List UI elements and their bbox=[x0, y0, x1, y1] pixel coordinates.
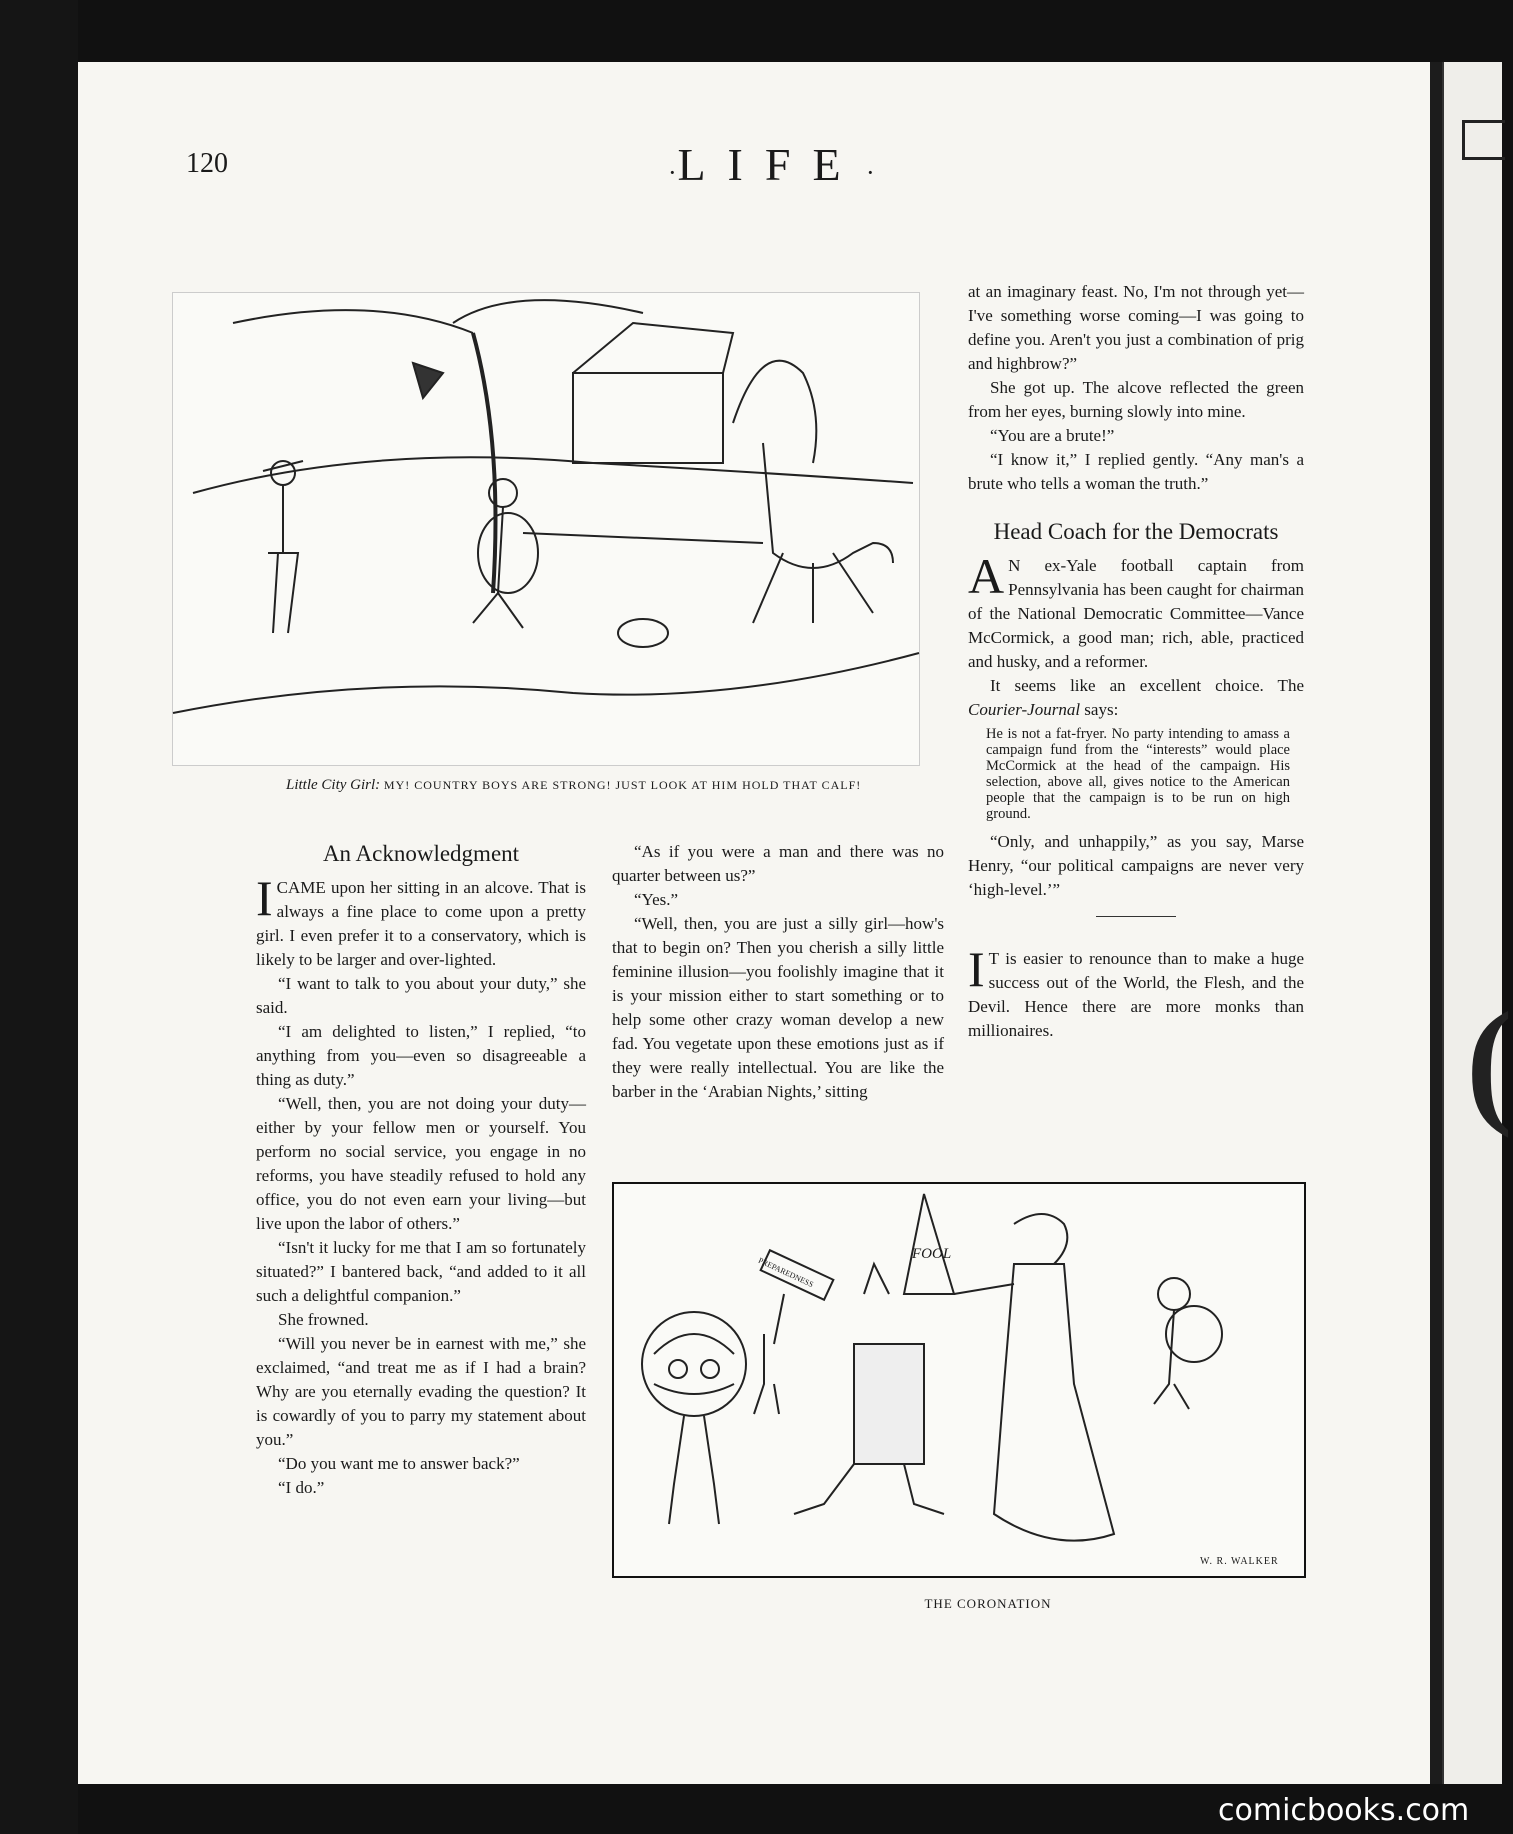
top-cartoon-caption bbox=[286, 772, 926, 798]
paragraph: “Only, and unhappily,” as you say, Marse Henry, “our political campaigns are never very ‘high-level.’” bbox=[968, 832, 1304, 899]
masthead-dot-right: · bbox=[866, 158, 875, 187]
drop-cap: I bbox=[256, 870, 273, 926]
caption-dialogue: MY! COUNTRY BOYS ARE STRONG! JUST LOOK AT HIM HOLD THAT CALF! bbox=[383, 778, 862, 792]
column-one bbox=[256, 842, 586, 1500]
drop-cap: I bbox=[968, 941, 985, 997]
block-quote: He is not a fat-fryer. No party intending to amass a campaign fund from the “interests” would place McCormick at the head of the campaign. His selection, above all, gives notice to the American people that the campaign is to be run on high ground. bbox=[986, 726, 1290, 822]
newspaper-name: Courier-Journal bbox=[968, 700, 1081, 719]
paragraph: “I do.” bbox=[278, 1478, 325, 1497]
article-title-acknowledgment: An Acknowledgment bbox=[322, 841, 520, 866]
paragraph: “Yes.” bbox=[634, 890, 679, 909]
next-page-fragment bbox=[1462, 120, 1505, 160]
paragraph-text: says: bbox=[1080, 700, 1119, 719]
paragraph bbox=[256, 870, 586, 972]
paragraph: “I am delighted to listen,” I replied, “to anything from you—even so disagreeable a thing as duty.” bbox=[256, 1022, 586, 1089]
coronation-caption: THE CORONATION bbox=[924, 1596, 1052, 1611]
masthead-dot-left: · bbox=[668, 158, 677, 187]
paragraph bbox=[968, 548, 1304, 674]
paragraph-text: It seems like an excellent choice. The bbox=[990, 676, 1304, 695]
divider-rule bbox=[1096, 916, 1176, 917]
artist-signature: W. R. WALKER bbox=[1200, 1556, 1279, 1567]
paragraph: “You are a brute!” bbox=[990, 426, 1115, 445]
country-boy-calf-cartoon bbox=[172, 292, 920, 766]
paragraph-text: N ex-Yale football captain from Pennsylvania has been caught for chairman of the National Democratic Committee—Vance McCormick, a good man; rich, able, practiced and husky, and a reformer. bbox=[968, 556, 1304, 671]
paragraph: “As if you were a man and there was no quarter between us?” bbox=[612, 842, 944, 885]
next-page-letter-fragment: ( bbox=[1466, 984, 1513, 1139]
paragraph-text: CAME upon her sitting in an alcove. That is always a fine place to come upon a pretty girl. I even prefer it to a conservatory, which is likely to be larger and over-lighted. bbox=[256, 878, 586, 969]
scan-edge-left bbox=[0, 0, 78, 1834]
paragraph: “Will you never be in earnest with me,” she exclaimed, “and treat me as if I had a brain? Why are you eternally evading the question? It is cowardly of you to parry my statement about you.” bbox=[256, 1334, 586, 1449]
paragraph: “Do you want me to answer back?” bbox=[278, 1454, 520, 1473]
cartoon-drawing bbox=[614, 1184, 1304, 1576]
paragraph: She frowned. bbox=[278, 1310, 369, 1329]
paragraph: She got up. The alcove reflected the green from her eyes, burning slowly into mine. bbox=[968, 378, 1304, 421]
page-number: 120 bbox=[186, 148, 228, 179]
fool-cap-label: FOOL bbox=[912, 1246, 952, 1262]
paragraph: “I want to talk to you about your duty,” she said. bbox=[256, 974, 586, 1017]
page-gutter bbox=[1430, 62, 1442, 1784]
paragraph: “I know it,” I replied gently. “Any man's a brute who tells a woman the truth.” bbox=[968, 450, 1304, 493]
article-title-head-coach: Head Coach for the Democrats bbox=[993, 519, 1279, 544]
cartoon-drawing bbox=[173, 293, 919, 765]
paragraph: at an imaginary feast. No, I'm not through yet—I've something worse coming—I was going to define you. Aren't you just a combination of prig and highbrow?” bbox=[968, 282, 1304, 373]
column-two bbox=[612, 840, 944, 1104]
preparedness-sign-label: PREPAREDNESS bbox=[756, 1255, 815, 1290]
paragraph: “Isn't it lucky for me that I am so fortunately situated?” I bantered back, “and added to it all such a delightful companion.” bbox=[256, 1238, 586, 1305]
paragraph bbox=[968, 941, 1304, 1043]
paragraph bbox=[968, 674, 1304, 722]
column-three bbox=[968, 280, 1304, 1043]
next-page-edge bbox=[1442, 62, 1513, 1784]
masthead-title: LIFE bbox=[677, 139, 863, 190]
caption-speaker: Little City Girl: bbox=[286, 777, 381, 793]
paragraph-text: T is easier to renounce than to make a huge success out of the World, the Flesh, and the Devil. Hence there are more monks than millionaires. bbox=[968, 949, 1304, 1040]
paragraph: “Well, then, you are just a silly girl—how's that to begin on? Then you cherish a silly little feminine illusion—you foolishly imagine that it is your mission either to start something or to help some other crazy woman develop a new fad. You vegetate upon these emotions just as if they were really intellectual. You are like the barber in the ‘Arabian Nights,’ sitting bbox=[612, 914, 944, 1101]
watermark-text: comicbooks.com bbox=[1218, 1793, 1470, 1828]
paragraph: “Well, then, you are not doing your duty—either by your fellow men or yourself. You perform no social service, you engage in no reforms, you have steadily refused to hold any office, you do not even earn your living—but live upon the labor of others.” bbox=[256, 1094, 586, 1233]
drop-cap: A bbox=[968, 548, 1005, 604]
coronation-cartoon bbox=[612, 1182, 1306, 1578]
